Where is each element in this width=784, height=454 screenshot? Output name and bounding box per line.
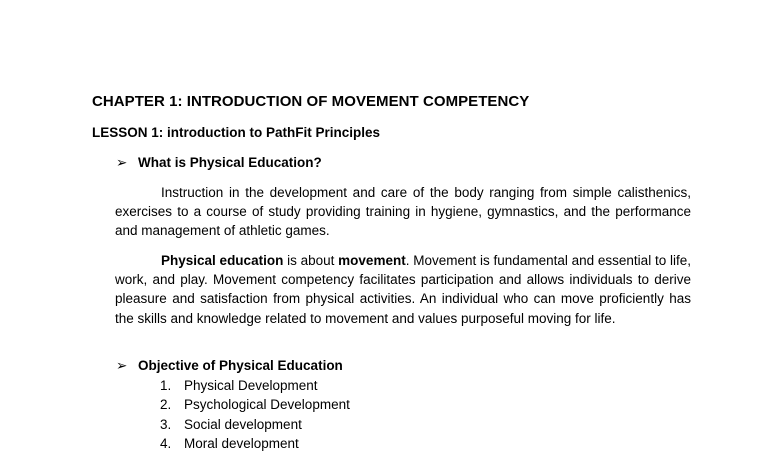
list-item-text: Social development — [184, 416, 302, 432]
list-item — [160, 395, 350, 414]
list-item — [160, 434, 350, 453]
section-heading-text: Objective of Physical Education — [138, 358, 343, 373]
list-item — [160, 376, 350, 395]
section-heading-objectives — [116, 358, 343, 374]
list-item-text: Moral development — [184, 436, 299, 452]
objectives-list — [160, 376, 350, 454]
definition-paragraph: Instruction in the development and care of the body ranging from simple calisthenics, exercises to a course of study providing training in hygiene, gymnastics, and the performance and management of athletic games. — [115, 185, 691, 239]
paragraph-text-a: is about — [283, 253, 339, 268]
list-item-number: 1. — [160, 378, 172, 393]
term-physical-education: Physical education — [161, 253, 284, 268]
list-item-text: Psychological Development — [184, 397, 350, 413]
lesson-title: LESSON 1: introduction to PathFit Principles — [92, 125, 381, 140]
term-movement: movement — [338, 253, 406, 268]
arrow-bullet-icon: ➢ — [116, 155, 128, 170]
chapter-title: CHAPTER 1: INTRODUCTION OF MOVEMENT COMPETENCY — [92, 93, 530, 110]
arrow-bullet-icon: ➢ — [116, 358, 128, 373]
list-item-number: 3. — [160, 416, 172, 432]
section-heading-what-is-pe — [116, 155, 322, 171]
section-heading-text: What is Physical Education? — [138, 155, 322, 170]
list-item-number: 4. — [160, 436, 172, 452]
list-item-number: 2. — [160, 397, 172, 413]
paragraph-text-b: . Movement is fundamental and essential to life, work, and play. Movement competency facilitates participation and allows individuals to derive pleasure and satisfaction from physical activities. An individual who can move proficiently has the skills and knowledge related to movement and values purposeful moving for life. — [115, 253, 691, 326]
movement-paragraph — [115, 251, 691, 328]
list-item — [160, 415, 350, 434]
list-item-text: Physical Development — [184, 378, 318, 393]
